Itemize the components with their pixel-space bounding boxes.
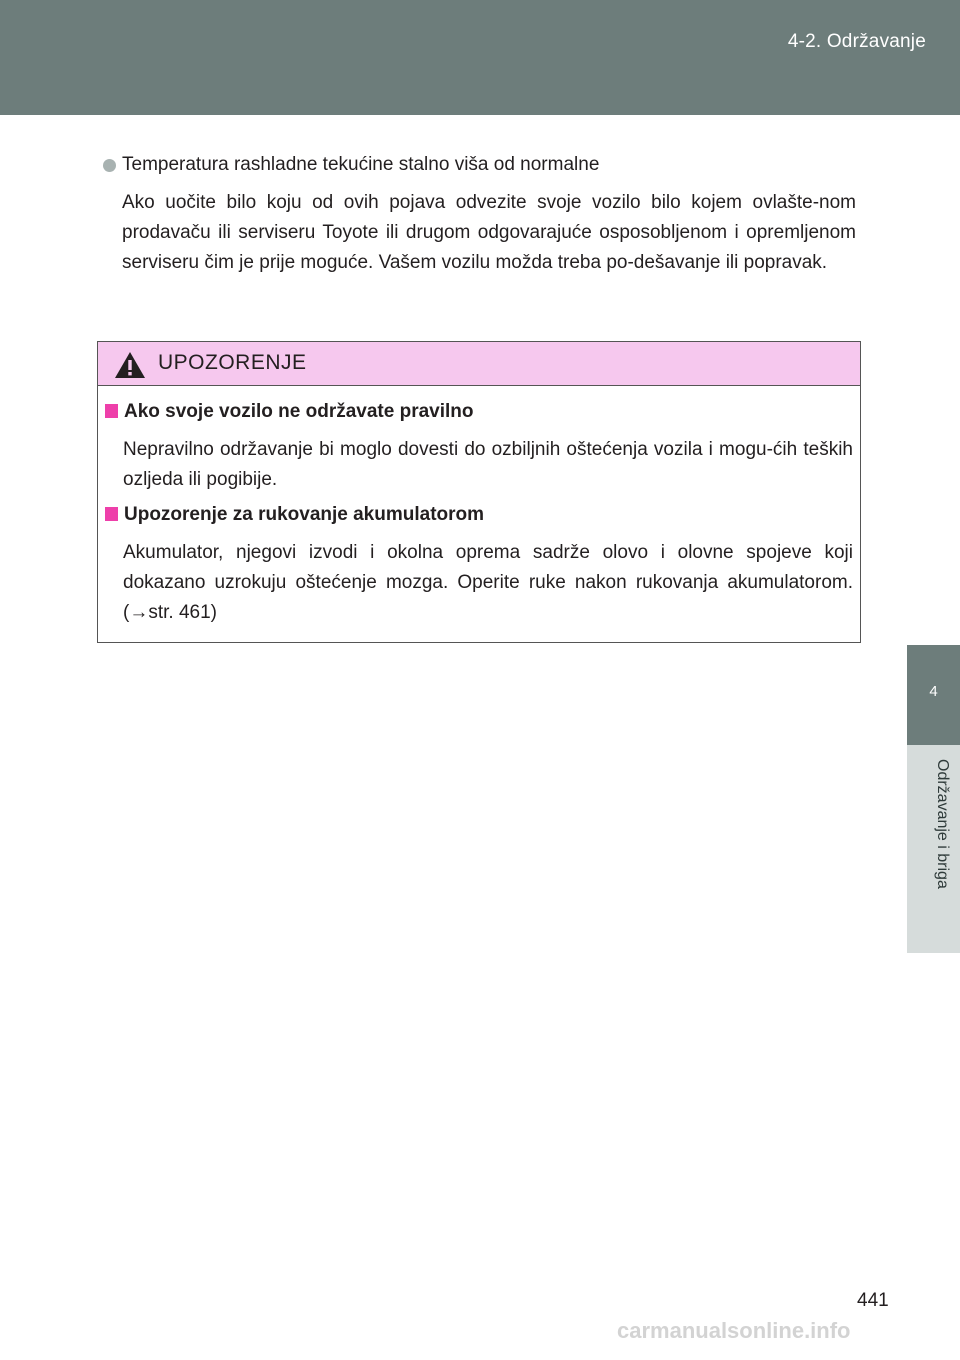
warning-box (97, 341, 861, 643)
chapter-number: 4 (929, 683, 938, 700)
bullet-dot-icon (103, 159, 116, 172)
chapter-tab (907, 645, 960, 745)
square-bullet-icon (105, 404, 118, 418)
bullet-text: Temperatura rashladne tekućine stalno viša od normalne (122, 154, 600, 175)
warning-section-heading (105, 500, 484, 530)
square-bullet-icon (105, 507, 118, 521)
section-title: 4-2. Održavanje (787, 31, 926, 52)
heading-text: Ako svoje vozilo ne održavate pravilno (124, 401, 474, 422)
chapter-tab-label-area (907, 745, 960, 953)
warning-section-heading (105, 397, 474, 427)
warning-title: UPOZORENJE (158, 351, 307, 374)
warning-header (98, 342, 860, 386)
list-item (122, 150, 856, 180)
warning-triangle-icon (114, 351, 146, 379)
main-content (122, 150, 856, 278)
chapter-label: Održavanje i briga (934, 759, 951, 889)
page-number: 441 (857, 1290, 889, 1311)
warning-section-text: Nepravilno održavanje bi moglo dovesti do ozbiljnih oštećenja vozila i mogu-ćih teških ozljeda ili pogibije. (123, 439, 853, 490)
watermark: carmanualsonline.info (617, 1318, 851, 1343)
heading-text: Upozorenje za rukovanje akumulatorom (124, 504, 485, 525)
header-bar (0, 0, 960, 115)
body-paragraph: Ako uočite bilo koju od ovih pojava odvezite svoje vozilo bilo kojem ovlašte-nom prodavaču ili serviseru Toyote ili drugom odgovarajuće osposobljenom i opremljenom serviseru čim je prije moguće. Vašem vozilu možda treba po-dešavanje ili popravak. (122, 192, 856, 273)
warning-section-text: Akumulator, njegovi izvodi i okolna oprema sadrže olovo i olovne spojeve koji dokazano uzrokuju oštećenje mozga. Operite ruke nakon rukovanja akumulatorom. (→str. 461) (123, 542, 853, 623)
